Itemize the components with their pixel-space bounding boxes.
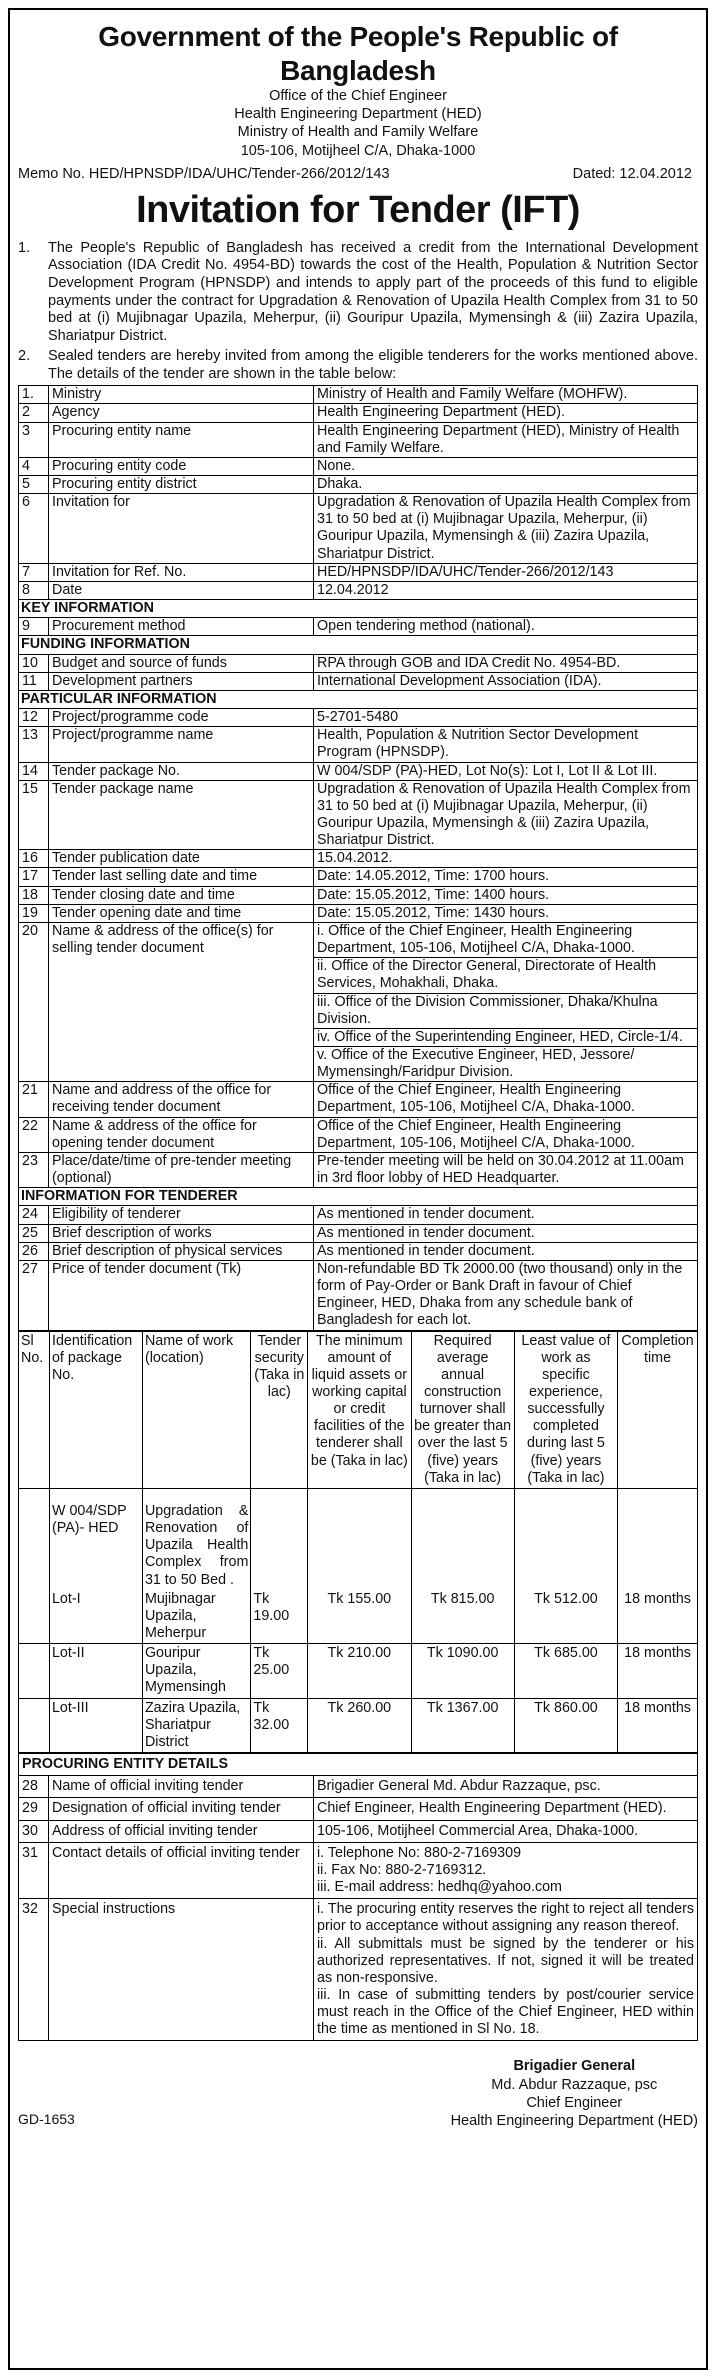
row-number: 13	[19, 727, 49, 762]
tender-security: Tk 19.00	[251, 1590, 308, 1644]
row-label: Name & address of the office(s) for selling tender document	[49, 922, 314, 1081]
row-label: Brief description of works	[49, 1224, 314, 1242]
row-number: 28	[19, 1776, 49, 1798]
row-label: Invitation for	[49, 494, 314, 564]
instruction-item: ii. All submittals must be signed by the tenderer or his authorized representatives. If not, signed it will be treated as non-responsive.	[317, 1935, 694, 1986]
intro-paragraph	[18, 240, 698, 346]
work-name: Upgradation & Renovation of Upazila Health Complex from 31 to 50 Bed .	[142, 1488, 250, 1589]
row-label: Tender publication date	[49, 850, 314, 868]
experience: Tk 860.00	[514, 1698, 617, 1752]
row-number: 7	[19, 563, 49, 581]
table-row	[19, 618, 698, 636]
row-value: Health Engineering Department (HED), Ministry of Health and Family Welfare.	[314, 422, 698, 457]
row-number: 20	[19, 922, 49, 1081]
liquid-assets: Tk 210.00	[308, 1644, 411, 1698]
intro-number: 1.	[18, 239, 31, 256]
row-number: 30	[19, 1820, 49, 1842]
section-heading: PARTICULAR INFORMATION	[19, 690, 698, 708]
contact-item: ii. Fax No: 880-2-7169312.	[317, 1861, 487, 1878]
row-label: Contact details of official inviting tender	[49, 1842, 314, 1898]
table-row	[19, 494, 698, 564]
row-value: Office of the Chief Engineer, Health Engineering Department, 105-106, Motijheel C/A, Dhaka-1000.	[314, 1117, 698, 1152]
row-label: Tender last selling date and time	[49, 868, 314, 886]
row-label: Tender package No.	[49, 762, 314, 780]
table-row	[19, 1242, 698, 1260]
row-value	[314, 1842, 698, 1898]
table-row	[19, 922, 698, 1081]
liquid-assets: Tk 260.00	[308, 1698, 411, 1752]
contact-item: i. Telephone No: 880-2-7169309	[317, 1844, 522, 1861]
intro-number: 2.	[18, 347, 31, 364]
row-value: 105-106, Motijheel Commercial Area, Dhaka-1000.	[314, 1820, 698, 1842]
row-number: 17	[19, 868, 49, 886]
row-label: Address of official inviting tender	[49, 1820, 314, 1842]
row-label: Ministry	[49, 386, 314, 404]
row-number: 4	[19, 457, 49, 475]
signature-rank: Brigadier General	[513, 2058, 636, 2075]
row-value: As mentioned in tender document.	[314, 1224, 698, 1242]
row-label: Special instructions	[49, 1899, 314, 2041]
grid-header: Sl No.	[19, 1331, 50, 1488]
table-row	[19, 1152, 698, 1187]
row-value: Health, Population & Nutrition Sector Development Program (HPNSDP).	[314, 727, 698, 762]
grid-cell	[19, 1488, 50, 1589]
row-value: W 004/SDP (PA)-HED, Lot No(s): Lot I, Lot II & Lot III.	[314, 762, 698, 780]
grid-cell	[19, 1698, 50, 1752]
row-value	[314, 922, 698, 1081]
row-number: 24	[19, 1206, 49, 1224]
table-row	[19, 476, 698, 494]
office-line: Office of the Chief Engineer	[269, 88, 447, 105]
row-number: 5	[19, 476, 49, 494]
page-title: Invitation for Tender (IFT)	[136, 189, 580, 232]
memo-line	[18, 166, 698, 184]
section-row	[19, 1754, 698, 1776]
row-label: Tender closing date and time	[49, 886, 314, 904]
row-label: Designation of official inviting tender	[49, 1798, 314, 1820]
row-label: Project/programme code	[49, 709, 314, 727]
lot-name: Lot-III	[49, 1698, 142, 1752]
office-item: v. Office of the Executive Engineer, HED, Jessore/ Mymensingh/Faridpur Division.	[317, 1047, 635, 1081]
intro-paragraphs	[18, 240, 698, 384]
lot-row	[19, 1698, 698, 1752]
lot-location: Mujibnagar Upazila, Meherpur	[142, 1590, 250, 1644]
row-label: Budget and source of funds	[49, 654, 314, 672]
table-row	[19, 709, 698, 727]
row-label: Name and address of the office for receiving tender document	[49, 1082, 314, 1117]
header	[18, 20, 698, 160]
experience: Tk 512.00	[514, 1590, 617, 1644]
tender-notice	[8, 8, 708, 2370]
memo-number: Memo No. HED/HPNSDP/IDA/UHC/Tender-266/2012/143	[18, 165, 390, 182]
table-row	[19, 563, 698, 581]
table-row	[19, 386, 698, 404]
table-row	[19, 1082, 698, 1117]
row-value: Chief Engineer, Health Engineering Department (HED).	[314, 1798, 698, 1820]
row-value: Ministry of Health and Family Welfare (MOHFW).	[314, 386, 698, 404]
table-row	[19, 404, 698, 422]
row-value: Office of the Chief Engineer, Health Engineering Department, 105-106, Motijheel C/A, Dhaka-1000.	[314, 1082, 698, 1117]
row-label: Invitation for Ref. No.	[49, 563, 314, 581]
office-item: iv. Office of the Superintending Engineer, HED, Circle-1/4.	[314, 1029, 697, 1047]
table-row	[19, 1206, 698, 1224]
table-row	[19, 886, 698, 904]
row-value: Date: 15.05.2012, Time: 1430 hours.	[314, 904, 698, 922]
row-label: Procurement method	[49, 618, 314, 636]
table-row	[19, 581, 698, 599]
row-label: Agency	[49, 404, 314, 422]
tender-security: Tk 32.00	[251, 1698, 308, 1752]
office-item: iii. Office of the Division Commissioner, Dhaka/Khulna Division.	[314, 994, 697, 1029]
row-value: Dhaka.	[314, 476, 698, 494]
address-line: 105-106, Motijheel C/A, Dhaka-1000	[240, 142, 476, 159]
table-row	[19, 762, 698, 780]
row-label: Price of tender document (Tk)	[49, 1260, 314, 1330]
row-number: 31	[19, 1842, 49, 1898]
signature-block	[451, 2057, 698, 2130]
grid-header: Name of work (location)	[142, 1331, 250, 1488]
row-label: Project/programme name	[49, 727, 314, 762]
signature-dept: Health Engineering Department (HED)	[450, 2112, 698, 2129]
row-value: Upgradation & Renovation of Upazila Health Complex from 31 to 50 bed at (i) Mujibnagar Upazila, Meherpur, (ii) Gouripur Upazila, Mymensingh & (iii) Zazira Upazila, Shariatpur District.	[314, 494, 698, 564]
grid-cell	[19, 1590, 50, 1644]
row-value: 12.04.2012	[314, 581, 698, 599]
row-value: HED/HPNSDP/IDA/UHC/Tender-266/2012/143	[314, 563, 698, 581]
row-label: Procuring entity district	[49, 476, 314, 494]
grid-cell	[514, 1488, 617, 1589]
row-value: As mentioned in tender document.	[314, 1206, 698, 1224]
table-row	[19, 850, 698, 868]
row-value: RPA through GOB and IDA Credit No. 4954-BD.	[314, 654, 698, 672]
row-value: Date: 14.05.2012, Time: 1700 hours.	[314, 868, 698, 886]
intro-text: Sealed tenders are hereby invited from among the eligible tenderers for the works mentioned above. The details of the tender are shown in the table below:	[48, 347, 698, 382]
table-row	[19, 1820, 698, 1842]
signature-title: Chief Engineer	[526, 2094, 623, 2111]
row-value: Non-refundable BD Tk 2000.00 (two thousand) only in the form of Pay-Order or Bank Draft in favour of Chief Engineer, HED, Dhaka from any schedule bank of Bangladesh for each lot.	[314, 1260, 698, 1330]
grid-cell	[618, 1488, 698, 1589]
section-row	[19, 636, 698, 654]
row-label: Name & address of the office for opening tender document	[49, 1117, 314, 1152]
tender-security: Tk 25.00	[251, 1644, 308, 1698]
table-row	[19, 1842, 698, 1898]
row-label: Procuring entity code	[49, 457, 314, 475]
table-row	[19, 457, 698, 475]
grid-cell	[308, 1488, 411, 1589]
grid-header: Required average annual construction turnover shall be greater than over the last 5 (five) years (Taka in lac)	[411, 1331, 514, 1488]
section-heading: FUNDING INFORMATION	[19, 636, 698, 654]
row-number: 19	[19, 904, 49, 922]
lot-name: Lot-I	[49, 1590, 142, 1644]
section-row	[19, 690, 698, 708]
row-value: 5-2701-5480	[314, 709, 698, 727]
table-row	[19, 1260, 698, 1330]
row-number: 6	[19, 494, 49, 564]
row-label: Eligibility of tenderer	[49, 1206, 314, 1224]
row-value	[314, 1899, 698, 2041]
grid-header-row	[19, 1331, 698, 1488]
row-number: 29	[19, 1798, 49, 1820]
lot-location: Zazira Upazila, Shariatpur District	[142, 1698, 250, 1752]
signature-name: Md. Abdur Razzaque, psc	[491, 2076, 658, 2093]
table-row	[19, 1776, 698, 1798]
row-number: 12	[19, 709, 49, 727]
table-row	[19, 1224, 698, 1242]
row-label: Development partners	[49, 672, 314, 690]
details-table	[18, 385, 698, 1330]
row-label: Place/date/time of pre-tender meeting (optional)	[49, 1152, 314, 1187]
section-heading: KEY INFORMATION	[19, 600, 698, 618]
grid-cell	[251, 1488, 308, 1589]
turnover: Tk 1367.00	[411, 1698, 514, 1752]
intro-text: The People's Republic of Bangladesh has received a credit from the International Development Association (IDA Credit No. 4954-BD) towards the cost of the Health, Population & Nutrition Sector Development Program (HPNSDP) and intends to apply part of the proceeds of this fund to eligible payments under the contract for Upgradation & Renovation of Upazila Health Complex from 31 to 50 bed at (i) Mujibnagar Upazila, Meherpur, (ii) Gouripur Upazila, Mymensingh & (iii) Zazira Upazila, Shariatpur District.	[48, 239, 698, 345]
lot-location: Gouripur Upazila, Mymensingh	[142, 1644, 250, 1698]
row-value: As mentioned in tender document.	[314, 1242, 698, 1260]
row-value: Date: 15.05.2012, Time: 1400 hours.	[314, 886, 698, 904]
footer	[18, 2041, 698, 2130]
contact-item: iii. E-mail address: hedhq@yahoo.com	[317, 1879, 562, 1896]
row-number: 22	[19, 1117, 49, 1152]
grid-header: Identification of package No.	[49, 1331, 142, 1488]
row-value: Brigadier General Md. Abdur Razzaque, psc.	[314, 1776, 698, 1798]
row-number: 9	[19, 618, 49, 636]
row-label: Date	[49, 581, 314, 599]
row-number: 26	[19, 1242, 49, 1260]
row-label: Procuring entity name	[49, 422, 314, 457]
row-number: 23	[19, 1152, 49, 1187]
row-number: 1.	[19, 386, 49, 404]
row-number: 27	[19, 1260, 49, 1330]
lot-row	[19, 1590, 698, 1644]
table-row	[19, 868, 698, 886]
table-row	[19, 727, 698, 762]
qualification-table	[18, 1331, 698, 1754]
row-value: Pre-tender meeting will be held on 30.04.2012 at 11.00am in 3rd floor lobby of HED Headquarter.	[314, 1152, 698, 1187]
experience: Tk 685.00	[514, 1644, 617, 1698]
row-number: 2	[19, 404, 49, 422]
row-value: Upgradation & Renovation of Upazila Health Complex from 31 to 50 bed at (i) Mujibnagar Upazila, Meherpur, (ii) Gouripur Upazila, Mymensingh & (iii) Zazira Upazila, Shariatpur District.	[314, 780, 698, 850]
turnover: Tk 815.00	[411, 1590, 514, 1644]
table-row	[19, 780, 698, 850]
row-number: 16	[19, 850, 49, 868]
lot-row	[19, 1644, 698, 1698]
section-heading: INFORMATION FOR TENDERER	[19, 1188, 698, 1206]
row-label: Tender package name	[49, 780, 314, 850]
ministry-line: Ministry of Health and Family Welfare	[237, 124, 479, 141]
gd-code: GD-1653	[18, 2110, 75, 2127]
grid-header: Completion time	[618, 1331, 698, 1488]
row-number: 18	[19, 886, 49, 904]
row-number: 32	[19, 1899, 49, 2041]
grid-cell	[19, 1644, 50, 1698]
table-row	[19, 904, 698, 922]
lot-name: Lot-II	[49, 1644, 142, 1698]
instruction-item: i. The procuring entity reserves the right to reject all tenders prior to acceptance without assigning any reason thereof.	[317, 1901, 694, 1935]
row-label: Brief description of physical services	[49, 1242, 314, 1260]
section-row	[19, 600, 698, 618]
turnover: Tk 1090.00	[411, 1644, 514, 1698]
row-value: International Development Association (IDA).	[314, 672, 698, 690]
row-label: Tender opening date and time	[49, 904, 314, 922]
row-number: 14	[19, 762, 49, 780]
grid-package-row	[19, 1488, 698, 1589]
department-line: Health Engineering Department (HED)	[234, 106, 482, 123]
office-item: ii. Office of the Director General, Directorate of Health Services, Mohakhali, Dhaka.	[314, 958, 697, 993]
office-item: i. Office of the Chief Engineer, Health Engineering Department, 105-106, Motijheel C/A, Dhaka-1000.	[314, 923, 697, 958]
completion-time: 18 months	[618, 1644, 698, 1698]
table-row	[19, 672, 698, 690]
table-row	[19, 1117, 698, 1152]
row-number: 3	[19, 422, 49, 457]
government-title: Government of the People's Republic of Bangladesh	[98, 21, 618, 86]
table-row	[19, 654, 698, 672]
grid-header: Tender security (Taka in lac)	[251, 1331, 308, 1488]
row-label: Name of official inviting tender	[49, 1776, 314, 1798]
section-row	[19, 1188, 698, 1206]
liquid-assets: Tk 155.00	[308, 1590, 411, 1644]
row-number: 10	[19, 654, 49, 672]
section-heading: PROCURING ENTITY DETAILS	[19, 1754, 698, 1776]
instruction-item: iii. In case of submitting tenders by post/courier service must reach in the Office of the Chief Engineer, HED within the time as mentioned in Sl No. 18.	[317, 1986, 694, 2038]
row-value: None.	[314, 457, 698, 475]
completion-time: 18 months	[618, 1698, 698, 1752]
row-value: 15.04.2012.	[314, 850, 698, 868]
grid-header: The minimum amount of liquid assets or working capital or credit facilities of the tenderer shall be (Taka in lac)	[308, 1331, 411, 1488]
row-value: Open tendering method (national).	[314, 618, 698, 636]
memo-date: Dated: 12.04.2012	[572, 165, 692, 182]
grid-cell	[411, 1488, 514, 1589]
row-value: Health Engineering Department (HED).	[314, 404, 698, 422]
completion-time: 18 months	[618, 1590, 698, 1644]
package-number: W 004/SDP (PA)- HED	[49, 1488, 142, 1589]
grid-header: Least value of work as specific experience, successfully completed during last 5 (five) years (Taka in lac)	[514, 1331, 617, 1488]
table-row	[19, 1899, 698, 2041]
row-number: 15	[19, 780, 49, 850]
row-number: 25	[19, 1224, 49, 1242]
row-number: 11	[19, 672, 49, 690]
row-number: 8	[19, 581, 49, 599]
table-row	[19, 422, 698, 457]
table-row	[19, 1798, 698, 1820]
intro-paragraph	[18, 348, 698, 383]
row-number: 21	[19, 1082, 49, 1117]
procuring-entity-table	[18, 1753, 698, 2041]
